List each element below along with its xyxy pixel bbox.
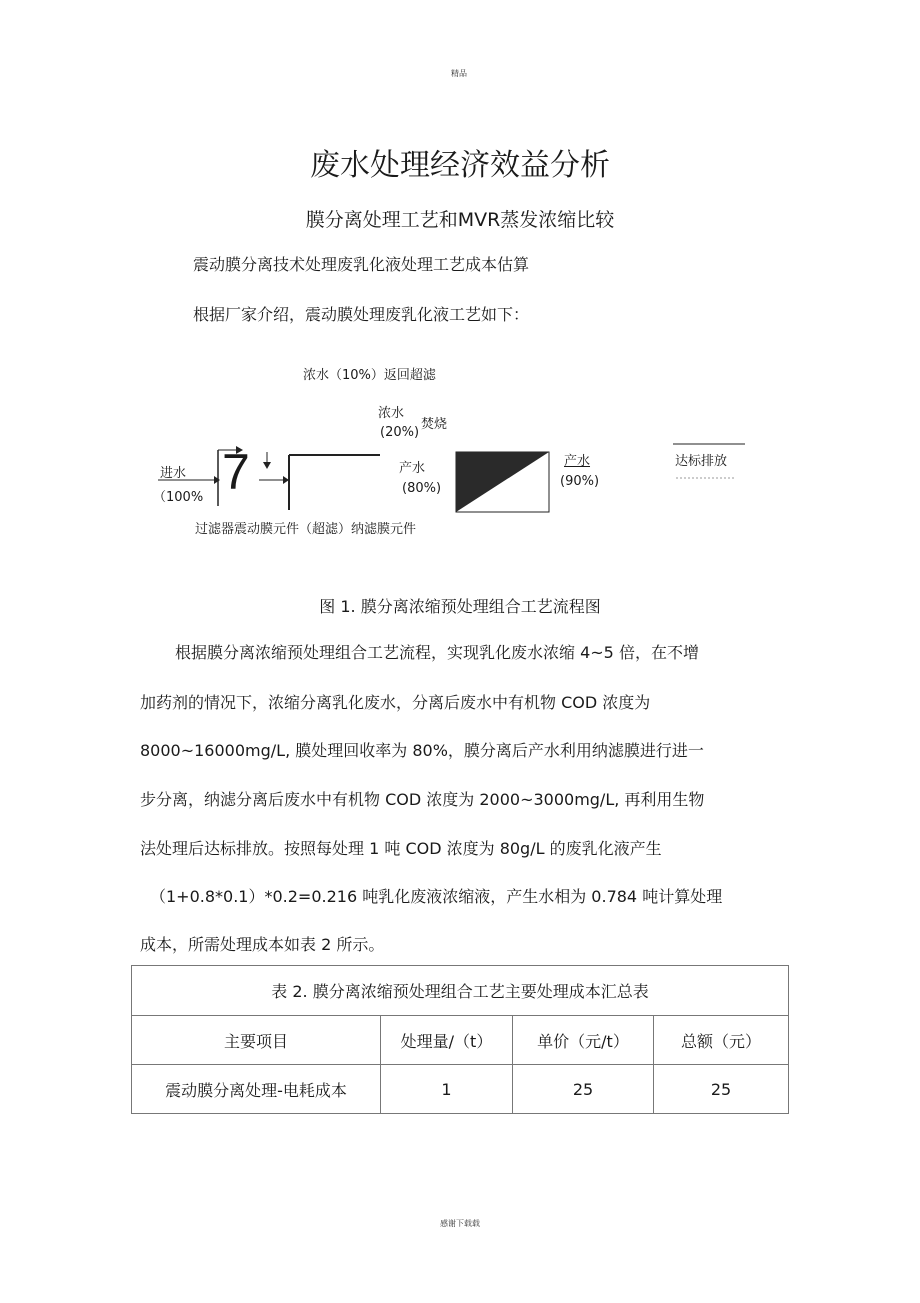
final-product-label: 产水 [564,454,591,469]
section-heading: 震动膜分离技术处理废乳化液处理工艺成本估算 [193,255,530,274]
table-header-quantity: 处理量/（t） [381,1016,513,1065]
footer-mark: 感谢下载载 [440,1219,480,1228]
flow-lines [0,420,920,540]
table-cell: 25 [513,1065,654,1114]
inflow-percent: （100% [153,490,204,505]
page-title: 废水处理经济效益分析 [310,148,610,183]
table-row [132,1065,789,1114]
discharge-label: 达标排放 [675,454,728,469]
paragraph-line: 根据膜分离浓缩预处理组合工艺流程，实现乳化废水浓缩 4~5 倍，在不增 [175,643,699,662]
figure-caption: 图 1. 膜分离浓缩预处理组合工艺流程图 [319,597,601,616]
paragraph-line: 成本，所需处理成本如表 2 所示。 [140,935,385,954]
table-header-unit-price: 单价（元/t） [513,1016,654,1065]
product-percent: (80%) [402,481,442,496]
seven-glyph: 7 [222,444,250,500]
recycle-label: 浓水（10%）返回超滤 [303,368,436,383]
header-mark: 精品 [451,69,467,78]
final-product-percent: (90%) [560,474,600,489]
table-cell: 25 [654,1065,789,1114]
paragraph-line: 8000~16000mg/L, 膜处理回收率为 80%，膜分离后产水利用纳滤膜进行进一 [140,741,704,760]
table-header-item: 主要项目 [132,1016,381,1065]
paragraph-line: 加药剂的情况下，浓缩分离乳化废水，分离后废水中有机物 COD 浓度为 [140,693,651,712]
table-header-total: 总额（元） [654,1016,789,1065]
page-subtitle: 膜分离处理工艺和MVR蒸发浓缩比较 [305,209,615,231]
intro-text: 根据厂家介绍，震动膜处理废乳化液工艺如下： [193,305,530,324]
components-label: 过滤器震动膜元件（超滤）纳滤膜元件 [195,522,417,537]
paragraph-line: 法处理后达标排放。按照每处理 1 吨 COD 浓度为 80g/L 的废乳化液产生 [140,839,662,858]
paragraph-line: （1+0.8*0.1）*0.2=0.216 吨乳化废液浓缩液，产生水相为 0.784 吨计算处理 [150,887,723,906]
cost-summary-table [131,965,789,1114]
concentrate-label: 浓水 [378,406,405,421]
product-label: 产水 [399,461,426,476]
paragraph-line: 步分离，纳滤分离后废水中有机物 COD 浓度为 2000~3000mg/L, 再利用生物 [140,790,705,809]
table-caption: 表 2. 膜分离浓缩预处理组合工艺主要处理成本汇总表 [132,966,789,1016]
table-cell: 1 [381,1065,513,1114]
concentrate-percent: (20%) [380,425,420,440]
incinerate-label: 焚烧 [421,417,448,432]
table-cell: 震动膜分离处理-电耗成本 [132,1065,381,1114]
inflow-label: 进水 [160,466,187,481]
